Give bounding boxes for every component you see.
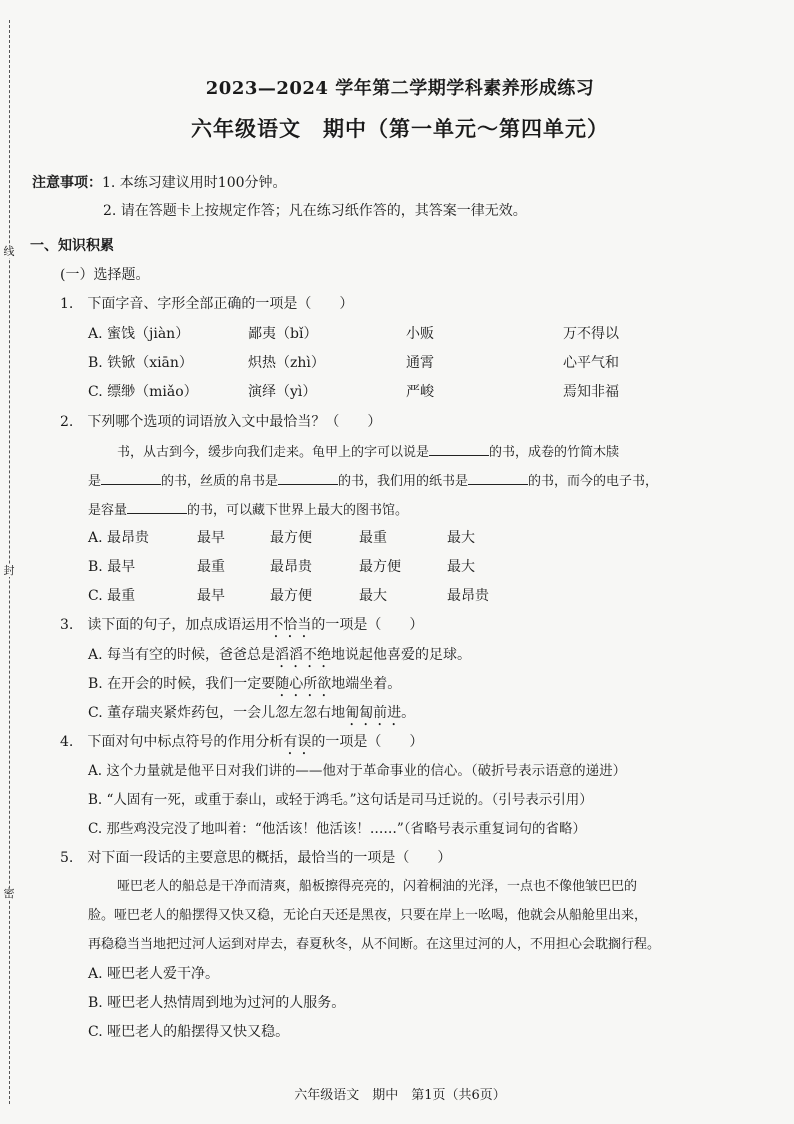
binding-mark-seal: 封	[1, 565, 17, 577]
q3-option-c	[88, 703, 415, 729]
q2-text: 书，从古到今，缓步向我们走来。龟甲上的字可以说是	[117, 445, 430, 460]
binding-mark-line: 线	[1, 246, 17, 258]
q1-b-col2: 炽热（zhì）	[248, 355, 325, 371]
page-subtitle: 六年级语文 期中（第一单元～第四单元）	[191, 116, 609, 141]
q3-text: 的一项是（ ）	[311, 617, 424, 633]
q2-a-col3: 最方便	[270, 530, 312, 546]
q4-option-c: C. 那些鸡没完没了地叫着：“他活该！他活该！……”（省略号表示重复词句的省略）	[88, 821, 586, 837]
q2-text: 的书，我们用的纸书是	[338, 474, 469, 489]
q2-a-col5: 最大	[447, 530, 475, 546]
q2-c-col1: C. 最重	[88, 588, 136, 604]
q1-b-col1: B. 铁锨（xiān）	[88, 355, 193, 371]
q2-stem: 2. 下列哪个选项的词语放入文中最恰当？（ ）	[60, 414, 382, 430]
q1-a-col1: A. 蜜饯（jiàn）	[88, 326, 190, 342]
q2-b-col5: 最大	[447, 559, 475, 575]
page-footer: 六年级语文 期中 第1页（共6页）	[294, 1088, 506, 1103]
q2-b-col3: 最昂贵	[270, 559, 312, 575]
q3-option-b	[88, 674, 401, 700]
binding-dashed-line	[9, 20, 10, 1104]
q4-dotted-text: 有误	[283, 734, 312, 750]
q3-dotted-idiom: 随心所欲	[275, 676, 332, 692]
q2-c-col5: 最昂贵	[447, 588, 489, 604]
q3-stem	[60, 615, 423, 641]
q1-a-col4: 万不得以	[563, 326, 619, 342]
q1-c-col3: 严峻	[406, 384, 434, 400]
notes-line-1	[32, 173, 287, 193]
notes-item-2: 2. 请在答题卡上按规定作答；凡在练习纸作答的，其答案一律无效。	[103, 203, 527, 219]
q3-text: 。	[401, 705, 416, 721]
answer-blank	[127, 499, 187, 514]
section-title: 一、知识积累	[30, 238, 114, 254]
q5-option-a: A. 哑巴老人爱干净。	[88, 966, 220, 982]
q5-passage-line-1: 哑巴老人的船总是干净而清爽，船板擦得亮亮的，闪着桐油的光泽，一点也不像他皱巴巴的	[117, 879, 638, 894]
q1-c-col4: 焉知非福	[563, 384, 619, 400]
q3-text: 3. 读下面的句子，加点成语运用	[60, 617, 270, 633]
q4-text: 的一项是（ ）	[311, 734, 424, 750]
q5-option-b: B. 哑巴老人热情周到地为过河的人服务。	[88, 995, 346, 1011]
q2-a-col2: 最早	[197, 530, 225, 546]
q1-c-col1: C. 缥缈（miǎo）	[88, 384, 198, 400]
q1-a-col2: 鄙夷（bǐ）	[248, 326, 318, 342]
notes-item-1: 1. 本练习建议用时100分钟。	[102, 175, 287, 191]
q3-dotted-text: 不恰当	[269, 617, 312, 633]
q2-passage-line-1	[117, 441, 619, 463]
q4-text: 4. 下面对句中标点符号的作用分析	[60, 734, 284, 750]
q2-b-col2: 最重	[197, 559, 225, 575]
q2-text: 的书，成卷的竹简木牍	[489, 445, 620, 460]
q2-c-col3: 最方便	[270, 588, 312, 604]
q4-stem	[60, 732, 423, 758]
q3-text: B. 在开会的时候，我们一定要	[88, 676, 276, 692]
q5-option-c: C. 哑巴老人的船摆得又快又稳。	[88, 1024, 290, 1040]
q1-a-col3: 小贩	[406, 326, 434, 342]
q5-passage-line-2: 脸。哑巴老人的船摆得又快又稳，无论白天还是黑夜，只要在岸上一吆喝，他就会从船舱里出来，	[88, 908, 648, 923]
q1-b-col3: 通霄	[406, 355, 434, 371]
q2-text: 的书，丝质的帛书是	[161, 474, 279, 489]
q3-dotted-idiom: 滔滔不绝	[275, 647, 332, 663]
q1-b-col4: 心平气和	[563, 355, 619, 371]
q1-stem: 1. 下面字音、字形全部正确的一项是（ ）	[60, 296, 354, 312]
answer-blank	[278, 470, 338, 485]
q2-c-col4: 最大	[359, 588, 387, 604]
answer-blank	[468, 470, 528, 485]
q3-option-a	[88, 645, 471, 671]
q4-option-a: A. 这个力量就是他平日对我们讲的——他对于革命事业的信心。（破折号表示语意的递进）	[88, 763, 627, 779]
binding-margin	[0, 0, 26, 1124]
q4-option-b: B. “人固有一死，或重于泰山，或轻于鸿毛。”这句话是司马迁说的。（引号表示引用）	[88, 792, 593, 808]
q3-dotted-idiom: 匍匐前进	[345, 705, 402, 721]
answer-blank	[429, 441, 489, 456]
notes-label: 注意事项：	[32, 175, 102, 191]
binding-mark-secret: 密	[1, 888, 17, 900]
q2-a-col4: 最重	[359, 530, 387, 546]
q3-text: 地说起他喜爱的足球。	[331, 647, 472, 663]
q3-text: A. 每当有空的时候，爸爸总是	[88, 647, 276, 663]
q2-c-col2: 最早	[197, 588, 225, 604]
q2-text: 的书，可以藏下世界上最大的图书馆。	[187, 503, 409, 518]
q2-b-col4: 最方便	[359, 559, 401, 575]
q3-text: C. 董存瑞夹紧炸药包，一会儿忽左忽右地	[88, 705, 346, 721]
q3-text: 地端坐着。	[331, 676, 402, 692]
q2-text: 是容量	[88, 503, 128, 518]
q2-b-col1: B. 最早	[88, 559, 136, 575]
q1-c-col2: 演绎（yì）	[248, 384, 317, 400]
subsection-title: (一）选择题。	[60, 267, 150, 283]
page-title: 2023—2024 学年第二学期学科素养形成练习	[205, 78, 595, 99]
q2-text: 的书，而今的电子书，	[528, 474, 659, 489]
q5-stem: 5. 对下面一段话的主要意思的概括，最恰当的一项是（ ）	[60, 850, 452, 866]
q2-text: 是	[88, 474, 102, 489]
q2-passage-line-3	[88, 499, 408, 521]
q5-passage-line-3: 再稳稳当当地把过河人运到对岸去，春夏秋冬，从不间断。在这里过河的人，不用担心会耽搁行程。	[88, 937, 661, 952]
q2-a-col1: A. 最昂贵	[88, 530, 150, 546]
answer-blank	[101, 470, 161, 485]
q2-passage-line-2	[88, 470, 658, 492]
